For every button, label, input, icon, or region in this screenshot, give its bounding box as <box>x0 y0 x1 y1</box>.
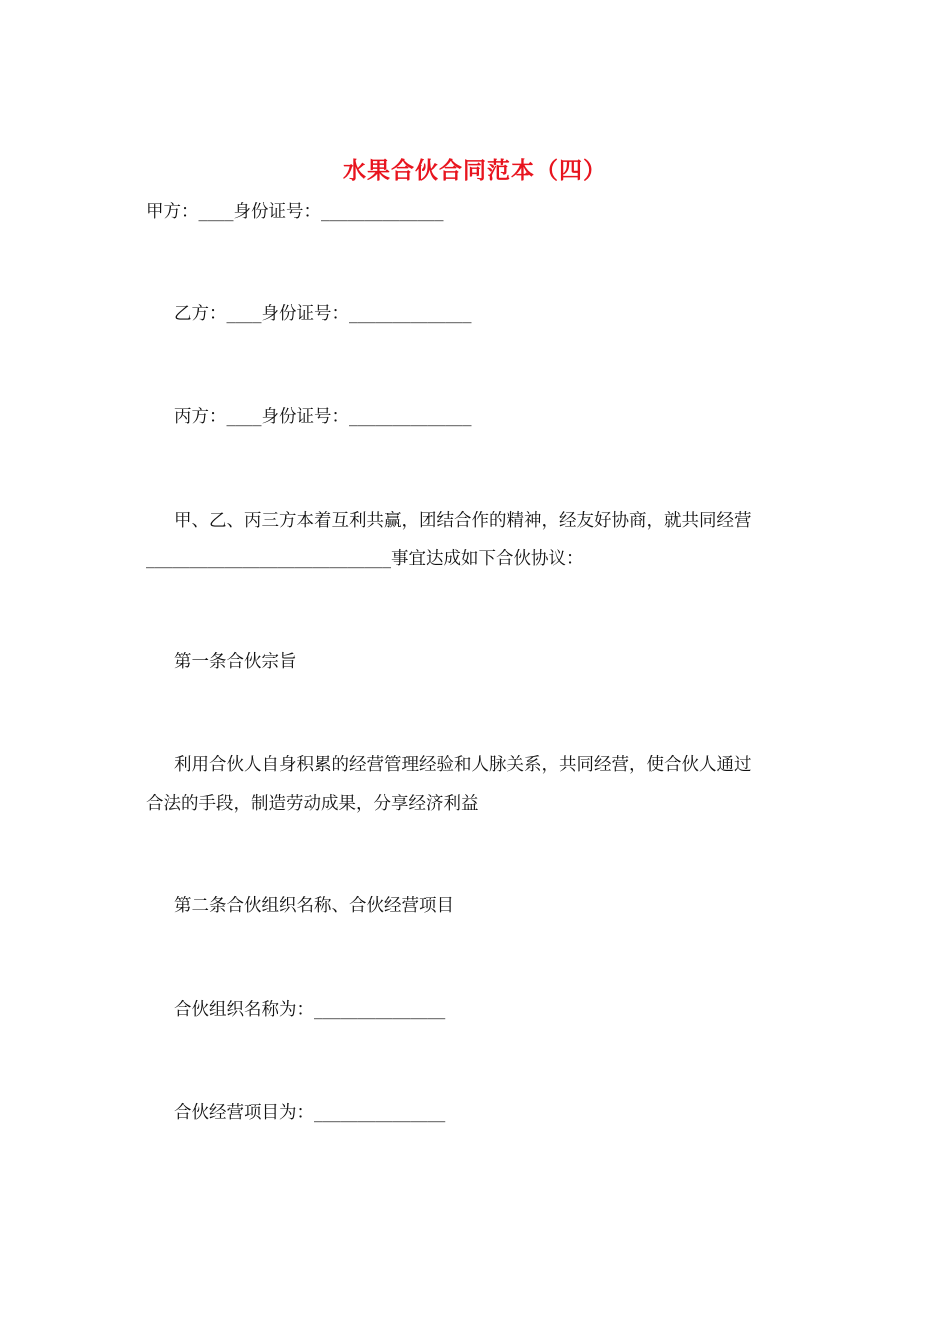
party-c-line: 丙方：____身份证号：______________ <box>174 407 472 427</box>
partnership-name-line: 合伙组织名称为：_______________ <box>174 1000 446 1020</box>
document-title: 水果合伙合同范本（四） <box>343 157 607 184</box>
article-1-text-line-2: 合法的手段，制造劳动成果，分享经济利益 <box>146 794 479 814</box>
party-b-line: 乙方：____身份证号：______________ <box>174 304 472 324</box>
article-1-text-line-1: 利用合伙人自身积累的经营管理经验和人脉关系，共同经营，使合伙人通过 <box>174 755 752 775</box>
preamble-line-1: 甲、乙、丙三方本着互利共赢，团结合作的精神，经友好协商，就共同经营 <box>174 511 752 531</box>
party-a-line: 甲方：____身份证号：______________ <box>146 202 444 222</box>
article-1-heading: 第一条合伙宗旨 <box>174 652 297 672</box>
partnership-project-line: 合伙经营项目为：_______________ <box>174 1103 446 1123</box>
preamble-line-2: ____________________________事宜达成如下合伙协议： <box>146 549 584 569</box>
article-2-heading: 第二条合伙组织名称、合伙经营项目 <box>174 896 454 916</box>
